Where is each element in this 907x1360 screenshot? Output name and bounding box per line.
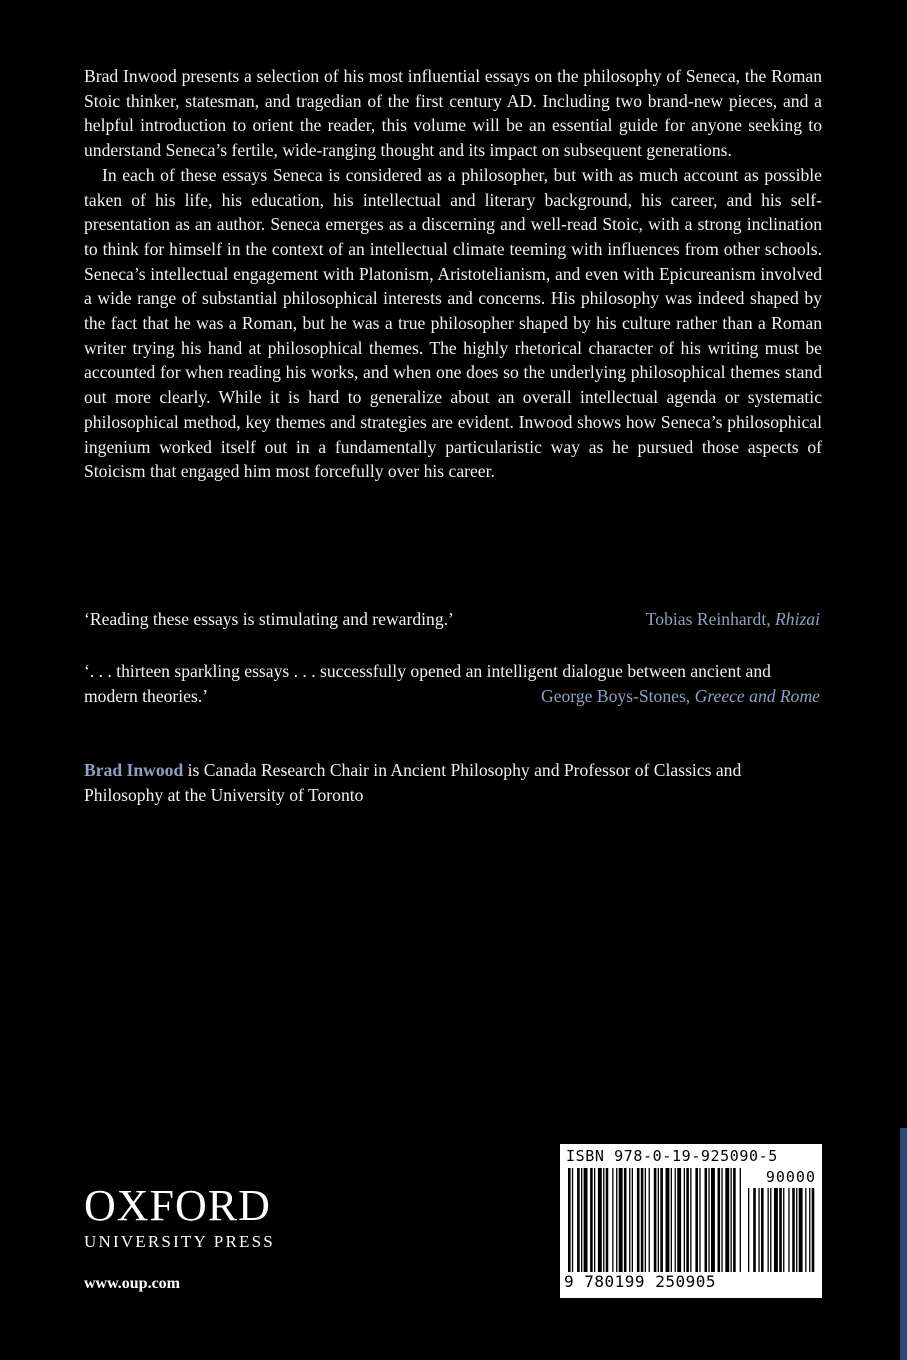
- barcode-bar: [708, 1168, 709, 1272]
- review-2-publication: Greece and Rome: [694, 685, 820, 706]
- isbn-label: ISBN 978-0-19-925090-5: [566, 1147, 778, 1165]
- barcode-bar: [612, 1168, 613, 1272]
- barcode-bar: [686, 1168, 689, 1272]
- barcode-bar: [666, 1168, 670, 1272]
- barcode-bar: [721, 1168, 722, 1272]
- barcode-addon-bar: [779, 1188, 782, 1272]
- barcode-bars: [564, 1168, 818, 1272]
- barcode-bar: [649, 1168, 650, 1272]
- barcode-bar: [740, 1168, 741, 1272]
- spine-edge-strip: [900, 1128, 907, 1360]
- barcode-addon-bar: [792, 1188, 795, 1272]
- author-bio-text: is Canada Research Chair in Ancient Philosophy and Professor of Classics and Philosophy at the University of Toronto: [84, 760, 742, 805]
- barcode-bar: [572, 1168, 573, 1272]
- barcode-bar: [606, 1168, 609, 1272]
- barcode-addon-bar: [783, 1188, 784, 1272]
- barcode-addon-bar: [812, 1188, 815, 1272]
- barcode-addon-bar: [796, 1188, 797, 1272]
- publisher-subtitle: UNIVERSITY PRESS: [84, 1232, 275, 1251]
- barcode-addon-bar: [774, 1188, 778, 1272]
- author-name: Brad Inwood: [84, 760, 184, 780]
- publisher-logo: [84, 1181, 275, 1252]
- barcode-bar: [690, 1168, 691, 1272]
- barcode-bar: [660, 1168, 663, 1272]
- review-1-publication: Rhizai: [775, 609, 820, 629]
- barcode-bar: [677, 1168, 681, 1272]
- review-1-attribution: [646, 607, 820, 632]
- barcode-bar: [671, 1168, 672, 1272]
- review-2-text: ‘. . . thirteen sparkling essays . . . successfully opened an intelligent dialogue between ancient and modern theories.’: [84, 661, 771, 706]
- barcode-bar: [684, 1168, 685, 1272]
- description-paragraph-1: Brad Inwood presents a selection of his most influential essays on the philosophy of Seneca, the Roman Stoic thinker, statesman, and tragedian of the first century AD. Including two brand-new pieces, and a helpful introduction to orient the reader, this volume will be an essential guide for anyone seeking to understand Seneca’s fertile, wide-ranging thought and its impact on subsequent generations.: [84, 66, 822, 161]
- barcode-addon-bar: [770, 1188, 771, 1272]
- barcode-bar: [718, 1168, 721, 1272]
- barcode-bar: [584, 1168, 588, 1272]
- barcode-addon-bar: [761, 1188, 764, 1272]
- author-bio: [84, 758, 822, 807]
- barcode-bar: [695, 1168, 698, 1272]
- barcode-bar: [603, 1168, 604, 1272]
- barcode-bar: [577, 1168, 580, 1272]
- barcode-bar: [594, 1168, 595, 1272]
- barcode-addon-bar: [809, 1188, 810, 1272]
- barcode-bar: [705, 1168, 708, 1272]
- review-quote-2: [84, 659, 820, 708]
- barcode-bar: [590, 1168, 593, 1272]
- barcode-bar: [629, 1168, 630, 1272]
- barcode-bar: [733, 1168, 736, 1272]
- barcode-addon-bar: [788, 1188, 789, 1272]
- barcode-addon-bar: [805, 1188, 806, 1272]
- review-1-text: ‘Reading these essays is stimulating and rewarding.’: [84, 609, 454, 629]
- ean-number: 9 780199 250905: [564, 1272, 716, 1291]
- barcode-bar: [658, 1168, 659, 1272]
- barcode-addon-bar: [799, 1188, 803, 1272]
- review-1-reviewer: Tobias Reinhardt,: [645, 609, 771, 629]
- barcode-bar: [725, 1168, 729, 1272]
- barcode-bar: [568, 1168, 571, 1272]
- publisher-name: OXFORD: [84, 1181, 271, 1230]
- barcode-addon-bar: [768, 1188, 769, 1272]
- barcode-bar: [654, 1168, 657, 1272]
- barcode-bar: [645, 1168, 646, 1272]
- barcode-bar: [641, 1168, 644, 1272]
- price-addon-number: 90000: [765, 1168, 816, 1186]
- book-description: [84, 64, 822, 484]
- review-2-reviewer: George Boys-Stones,: [540, 685, 691, 706]
- barcode-bar: [731, 1168, 732, 1272]
- isbn-barcode: [560, 1144, 822, 1298]
- barcode-bar: [699, 1168, 700, 1272]
- barcode-addon-bar: [748, 1188, 749, 1272]
- barcode-addon-bar: [753, 1188, 756, 1272]
- barcode-addon-bar: [758, 1188, 759, 1272]
- barcode-bar: [675, 1168, 676, 1272]
- publisher-url[interactable]: www.oup.com: [84, 1275, 181, 1292]
- barcode-bar: [619, 1168, 623, 1272]
- barcode-bar: [598, 1168, 602, 1272]
- review-2-attribution: [541, 684, 820, 709]
- review-quote-1: [84, 607, 820, 632]
- description-paragraph-2: In each of these essays Seneca is considered as a philosopher, but with as much account as possible taken of his life, his education, his intellectual and literary background, his career, and his self-presentation as an author. Seneca emerges as a discerning and well-read Stoic, with a strong inclination to think for himself in the context of an intellectual climate teeming with influences from other schools. Seneca’s intellectual engagement with Platonism, Aristotelianism, and even with Epicureanism involved a wide range of substantial philosophical interests and concerns. His philosophy was indeed shaped by the fact that he was a Roman, but he was a true philosopher shaped by his culture rather than a Roman writer trying his hand at philosophical themes. The highly rhetorical character of his writing must be accounted for when reading his works, and when one does so the underlying philosophical themes stand out more clearly. While it is hard to generalize about an overall intellectual agenda or systematic philosophical method, key themes and strategies are evident. Inwood shows how Seneca’s philosophical ingenium worked itself out in a fundamentally particularistic way as he pursued those aspects of Stoicism that engaged him most forcefully over his career.: [84, 164, 822, 482]
- barcode-bar: [581, 1168, 582, 1272]
- barcode-bar: [624, 1168, 627, 1272]
- barcode-bar: [637, 1168, 640, 1272]
- barcode-bar: [711, 1168, 715, 1272]
- barcode-bar: [616, 1168, 617, 1272]
- barcode-bar: [632, 1168, 633, 1272]
